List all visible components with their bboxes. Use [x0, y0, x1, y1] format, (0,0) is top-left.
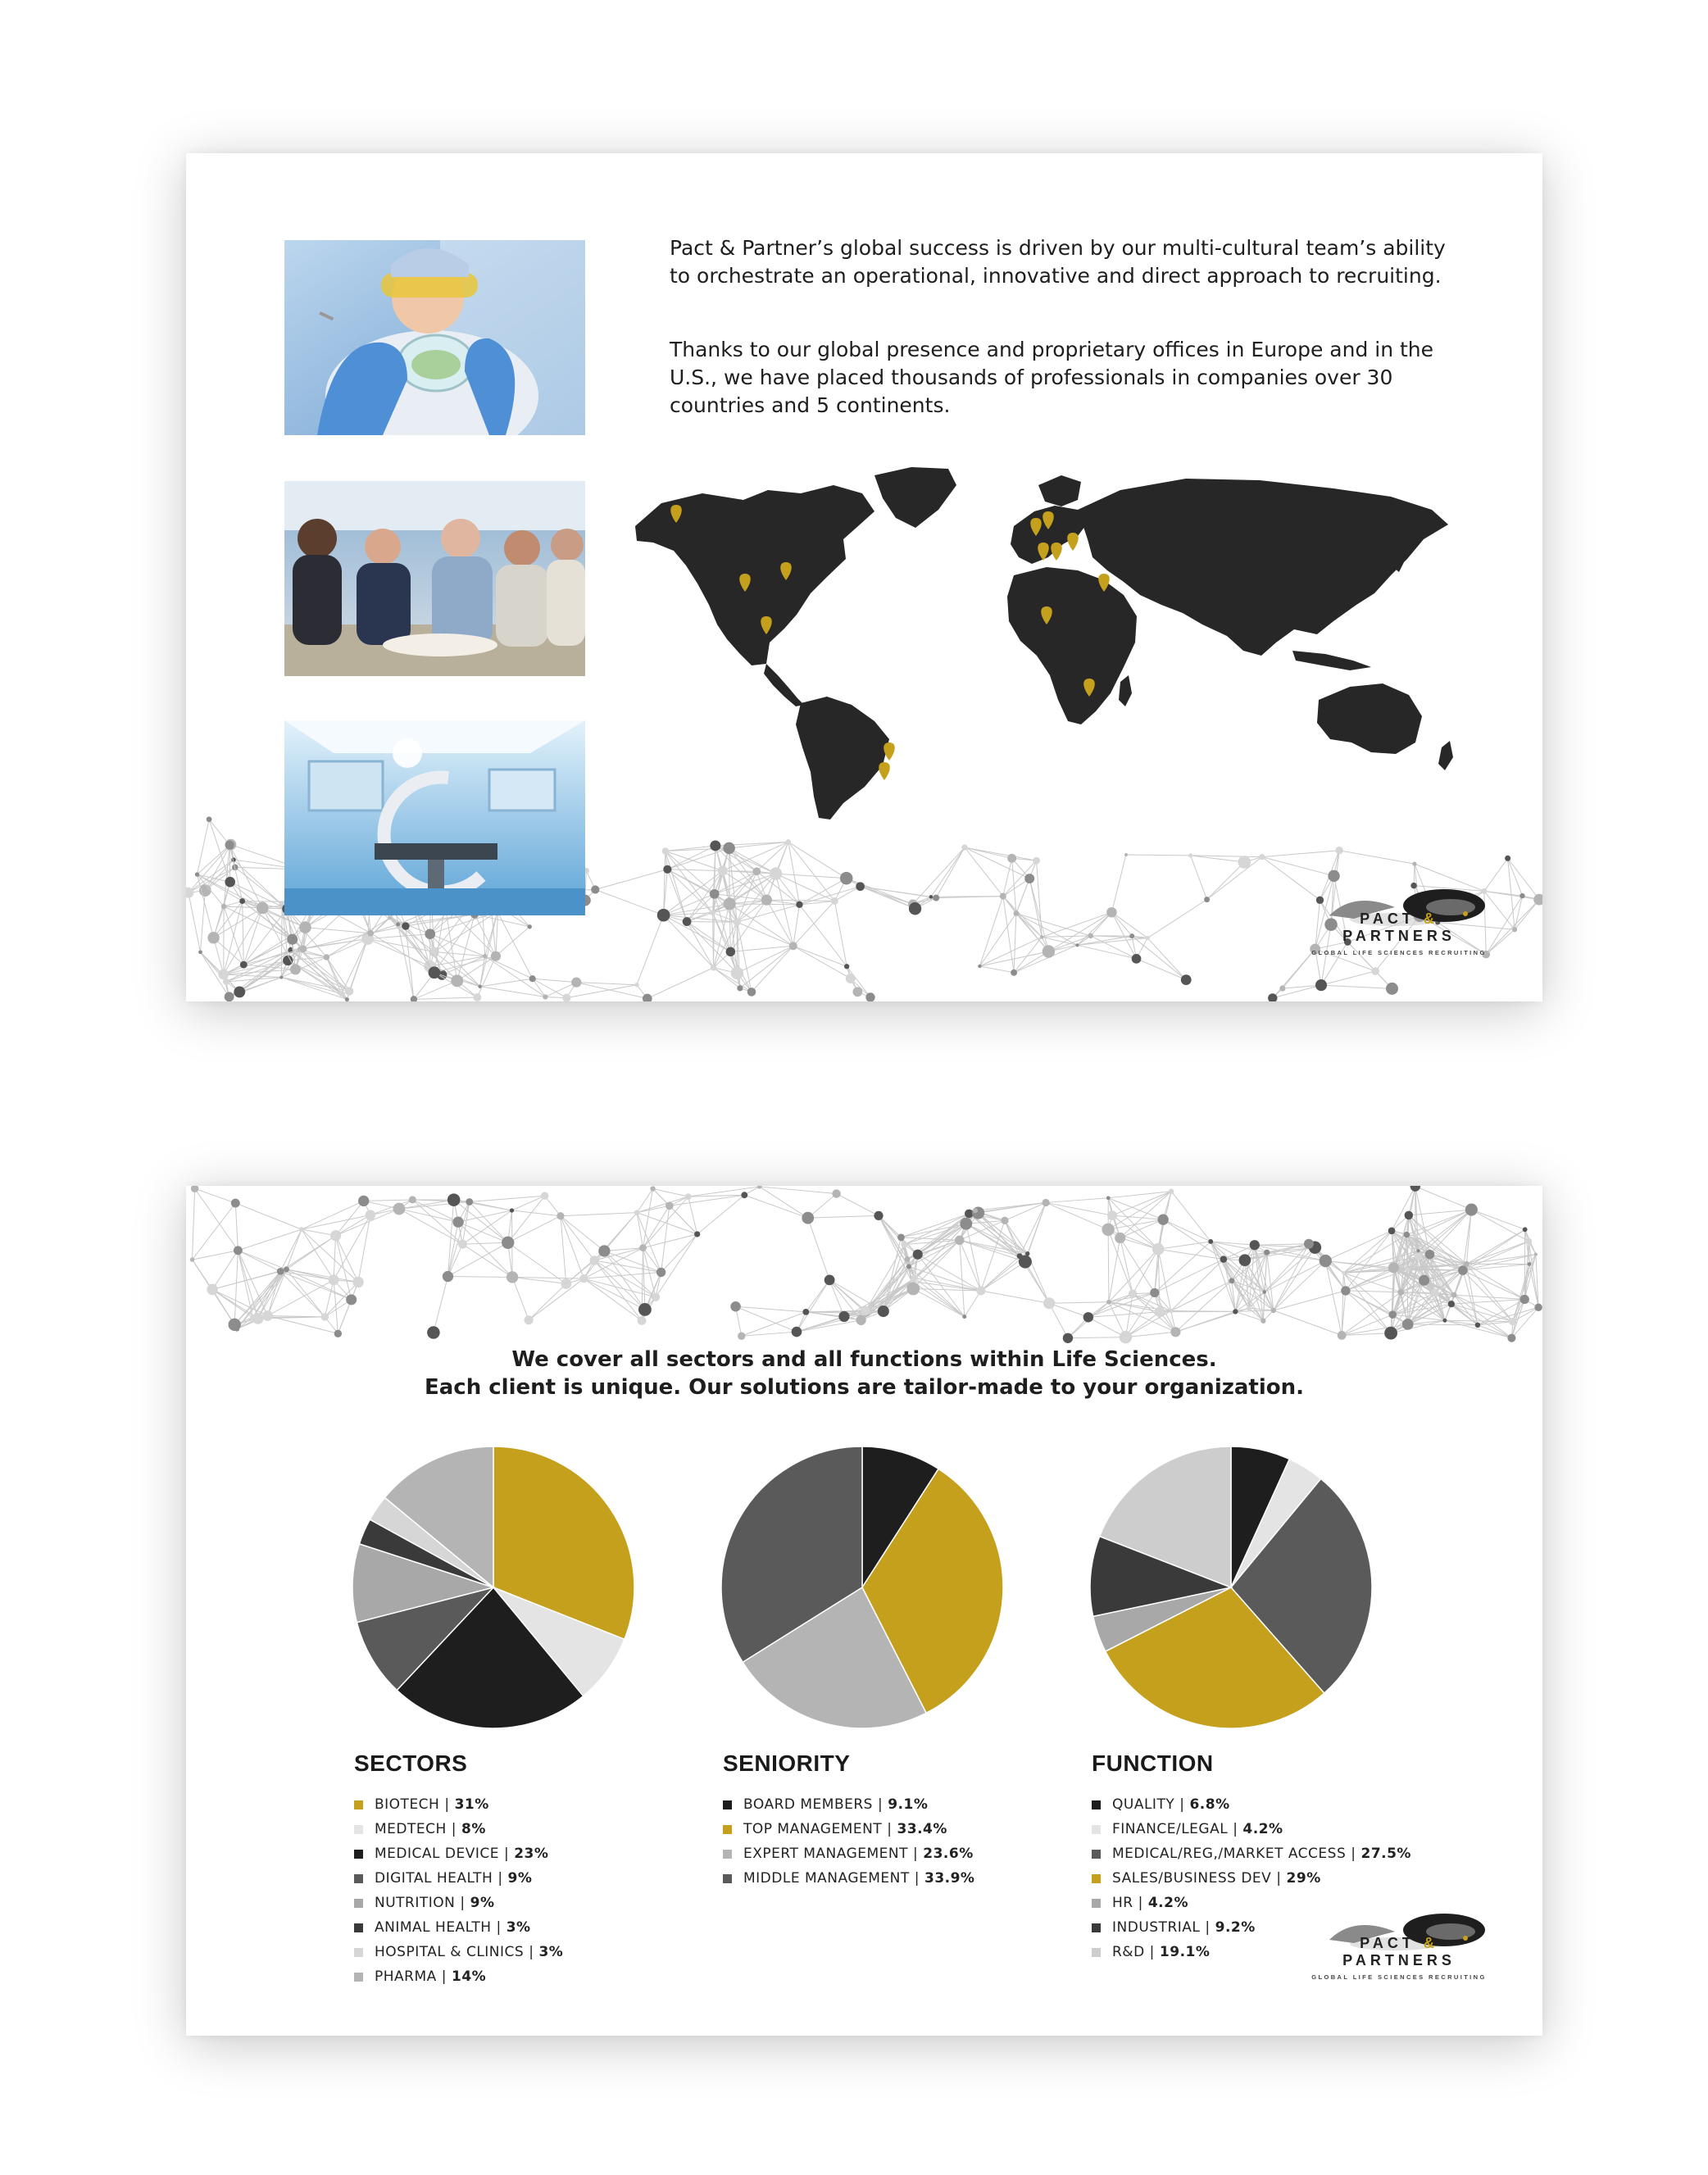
legend-value: 3%: [506, 1919, 531, 1936]
legend-separator: |: [529, 1944, 534, 1960]
legend-value: 9.2%: [1215, 1919, 1256, 1936]
legend-separator: |: [460, 1895, 466, 1911]
legend-label: SALES/BUSINESS DEV: [1112, 1870, 1272, 1887]
legend-separator: |: [1138, 1895, 1143, 1911]
legend-swatch: [1092, 1800, 1101, 1809]
legend-swatch: [354, 1973, 363, 1982]
page-one-card: [186, 153, 1542, 1001]
legend-item: [723, 1841, 974, 1866]
location-pin-icon: [884, 742, 895, 761]
legend-label: MEDICAL DEVICE: [375, 1846, 499, 1862]
sectors-legend: [354, 1792, 563, 1989]
logo-tagline: GLOBAL LIFE SCIENCES RECRUITING: [1311, 949, 1487, 956]
legend-value: 4.2%: [1147, 1895, 1188, 1911]
legend-item: [723, 1817, 974, 1841]
legend-item: [354, 1915, 563, 1940]
legend-label: HR: [1112, 1895, 1133, 1911]
legend-label: R&D: [1112, 1944, 1145, 1960]
legend-label: ANIMAL HEALTH: [375, 1919, 492, 1936]
legend-value: 33.9%: [924, 1870, 975, 1887]
legend-item: [723, 1792, 974, 1817]
lab-scientist-photo: [284, 240, 585, 435]
legend-separator: |: [497, 1870, 503, 1887]
logo-wordmark: PACT & PARTNERS: [1342, 910, 1456, 944]
company-logo: [1305, 1907, 1493, 1981]
legend-separator: |: [1179, 1796, 1185, 1813]
legend-item: [1092, 1866, 1411, 1891]
legend-item: [354, 1866, 563, 1891]
legend-separator: |: [503, 1846, 510, 1862]
legend-separator: |: [1205, 1919, 1211, 1936]
legend-value: 33.4%: [897, 1821, 947, 1837]
legend-label: INDUSTRIAL: [1112, 1919, 1201, 1936]
legend-item: [354, 1841, 563, 1866]
logo-wordmark: PACT & PARTNERS: [1342, 1935, 1456, 1968]
legend-swatch: [354, 1923, 363, 1932]
legend-value: 9%: [470, 1895, 495, 1911]
legend-separator: |: [451, 1821, 457, 1837]
legend-separator: |: [496, 1919, 502, 1936]
legend-separator: |: [913, 1846, 919, 1862]
legend-value: 14%: [452, 1968, 487, 1985]
world-map: [629, 461, 1465, 821]
legend-label: TOP MANAGEMENT: [743, 1821, 883, 1837]
legend-item: [354, 1940, 563, 1964]
location-pin-icon: [1067, 533, 1079, 551]
legend-value: 3%: [538, 1944, 564, 1960]
legend-label: DIGITAL HEALTH: [375, 1870, 493, 1887]
seniority-title: SENIORITY: [723, 1750, 851, 1776]
function-title: FUNCTION: [1092, 1750, 1214, 1776]
legend-item: [354, 1891, 563, 1915]
new-zealand-shape: [1438, 741, 1453, 770]
legend-separator: |: [1276, 1870, 1282, 1887]
legend-item: [1092, 1841, 1411, 1866]
legend-swatch: [354, 1874, 363, 1883]
legend-separator: |: [887, 1821, 893, 1837]
legend-value: 27.5%: [1360, 1846, 1411, 1862]
africa-shape: [1007, 567, 1137, 724]
legend-swatch: [1092, 1825, 1101, 1834]
legend-value: 23.6%: [923, 1846, 974, 1862]
legend-label: MEDICAL/REG,/MARKET ACCESS: [1112, 1846, 1347, 1862]
legend-value: 9%: [507, 1870, 533, 1887]
legend-swatch: [723, 1825, 732, 1834]
legend-swatch: [1092, 1948, 1101, 1957]
legend-item: [1092, 1817, 1411, 1841]
legend-item: [354, 1964, 563, 1989]
legend-item: [1092, 1792, 1411, 1817]
legend-value: 23%: [514, 1846, 549, 1862]
legend-swatch: [723, 1800, 732, 1809]
legend-swatch: [1092, 1899, 1101, 1908]
legend-swatch: [354, 1825, 363, 1834]
legend-value: 9.1%: [888, 1796, 929, 1813]
page-two-card: [186, 1186, 1542, 2036]
function-pie-chart: [1088, 1444, 1374, 1731]
legend-swatch: [354, 1899, 363, 1908]
legend-label: MEDTECH: [375, 1821, 447, 1837]
legend-value: 31%: [454, 1796, 489, 1813]
legend-separator: |: [877, 1796, 884, 1813]
seniority-pie-chart: [719, 1444, 1006, 1731]
legend-separator: |: [1149, 1944, 1155, 1960]
legend-value: 19.1%: [1159, 1944, 1211, 1960]
south-america-shape: [796, 697, 889, 820]
legend-separator: |: [1351, 1846, 1356, 1862]
legend-swatch: [1092, 1850, 1101, 1859]
legend-label: HOSPITAL & CLINICS: [375, 1944, 525, 1960]
scandinavia-shape: [1038, 475, 1081, 506]
seniority-legend: [723, 1792, 974, 1891]
greenland-shape: [874, 467, 956, 528]
business-meeting-photo: [284, 481, 585, 676]
madagascar-shape: [1119, 675, 1132, 706]
legend-swatch: [1092, 1874, 1101, 1883]
legend-swatch: [723, 1850, 732, 1859]
legend-separator: |: [1233, 1821, 1238, 1837]
company-logo: [1305, 883, 1493, 956]
legend-swatch: [1092, 1923, 1101, 1932]
intro-paragraph-2: Thanks to our global presence and proprietary offices in Europe and in the U.S., we have placed thousands of professionals in companies over 30 countries and 5 continents.: [670, 338, 1434, 417]
legend-separator: |: [444, 1796, 450, 1813]
headline-line-2: Each client is unique. Our solutions are tailor-made to your organization.: [424, 1375, 1304, 1400]
location-pin-icon: [879, 762, 890, 780]
legend-label: FINANCE/LEGAL: [1112, 1821, 1229, 1837]
legend-value: 4.2%: [1242, 1821, 1283, 1837]
central-america-shape: [764, 664, 804, 706]
legend-item: [354, 1817, 563, 1841]
indonesia-shape: [1292, 651, 1371, 670]
legend-label: BOARD MEMBERS: [743, 1796, 873, 1813]
legend-label: MIDDLE MANAGEMENT: [743, 1870, 910, 1887]
legend-item: [354, 1792, 563, 1817]
legend-label: PHARMA: [375, 1968, 437, 1985]
legend-label: BIOTECH: [375, 1796, 440, 1813]
legend-value: 6.8%: [1189, 1796, 1230, 1813]
intro-paragraph-1: Pact & Partner’s global success is driven by our multi-cultural team’s ability to orchestrate an operational, innovative and direct approach to recruiting.: [670, 236, 1446, 288]
legend-value: 8%: [461, 1821, 486, 1837]
headline-line-1: We cover all sectors and all functions within Life Sciences.: [511, 1347, 1217, 1372]
sectors-pie-chart: [350, 1444, 637, 1731]
legend-value: 29%: [1286, 1870, 1321, 1887]
australia-shape: [1317, 683, 1422, 754]
legend-label: QUALITY: [1112, 1796, 1175, 1813]
legend-swatch: [354, 1948, 363, 1957]
legend-label: NUTRITION: [375, 1895, 456, 1911]
legend-swatch: [723, 1874, 732, 1883]
legend-separator: |: [441, 1968, 447, 1985]
legend-item: [723, 1866, 974, 1891]
legend-swatch: [354, 1800, 363, 1809]
location-pin-icon: [1051, 543, 1062, 561]
sectors-title: SECTORS: [354, 1750, 468, 1776]
legend-swatch: [354, 1850, 363, 1859]
legend-label: EXPERT MANAGEMENT: [743, 1846, 909, 1862]
operating-room-photo: [284, 720, 585, 915]
legend-separator: |: [914, 1870, 920, 1887]
logo-tagline: GLOBAL LIFE SCIENCES RECRUITING: [1311, 1973, 1487, 1981]
